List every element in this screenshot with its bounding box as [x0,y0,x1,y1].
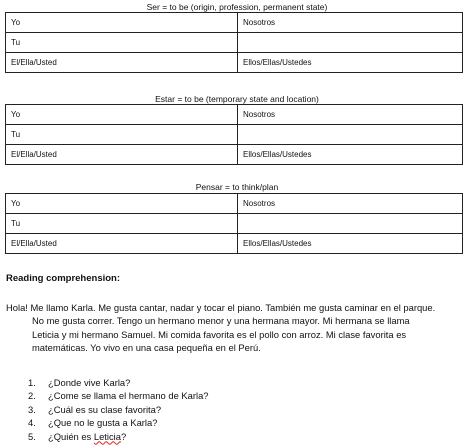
table-cell: El/Ella/Usted [6,234,238,254]
table-cell: Ellos/Ellas/Ustedes [238,234,463,254]
table-cell: Ellos/Ellas/Ustedes [238,53,463,73]
passage-line: Hola! Me llamo Karla. Me gusta cantar, nadar y tocar el piano. También me gusta caminar en el parque. [6,302,436,313]
estar-table [5,104,463,165]
question-number: 2. [28,390,36,402]
reading-passage [6,301,468,355]
table-cell: Tu [6,214,238,234]
table-row [6,53,463,73]
table-cell: Yo [6,13,238,33]
table-cell: Nosotros [238,13,463,33]
list-item [28,376,209,389]
table-cell [238,33,463,53]
passage-line: Leticia y mi hermano Samuel. Mi comida favorita es el pollo con arroz. Mi clase favorita es [32,328,407,340]
question-text: ¿Come se llama el hermano de Karla? [48,390,209,402]
ser-caption: Ser = to be (origin, profession, permanent state) [146,2,328,12]
question-number: 5. [28,430,36,442]
passage-line: No me gusta correr. Tengo un hermano menor y una hermana mayor. Mi hermana se llama [32,315,410,327]
question-text-end: ? [120,430,127,442]
table-cell: Yo [6,105,238,125]
table-cell: Nosotros [238,105,463,125]
ser-table [5,12,463,73]
table-cell: Nosotros [238,194,463,214]
question-number: 3. [28,403,36,415]
list-item [28,416,209,429]
passage-line: matemáticas. Yo vivo en una casa pequeña en el Perú. [32,342,261,354]
table-row [6,214,463,234]
list-item [28,430,209,443]
list-item [28,403,209,416]
table-cell: El/Ella/Usted [6,145,238,165]
question-text-start: ¿Quién es [48,430,94,442]
table-cell: Yo [6,194,238,214]
question-number: 1. [28,377,36,388]
question-list [28,376,209,443]
table-row [6,33,463,53]
table-row [6,105,463,125]
question-text [48,430,126,443]
pensar-table [5,193,463,254]
question-text: ¿Donde vive Karla? [48,377,131,388]
table-cell: Ellos/Ellas/Ustedes [238,145,463,165]
question-text: ¿Cuál es su clase favorita? [48,403,162,415]
list-item [28,389,209,402]
table-cell: Tu [6,33,238,53]
question-text: ¿Que no le gusta a Karla? [48,417,158,429]
reading-title: Reading comprehension: [6,273,121,284]
pensar-caption: Pensar = to think/plan [195,182,279,192]
table-cell [238,214,463,234]
table-row [6,194,463,214]
table-cell [238,125,463,145]
spellcheck-flagged-word: Leticia [93,430,121,442]
table-row [6,13,463,33]
table-row [6,145,463,165]
question-number: 4. [28,417,36,429]
table-cell: El/Ella/Usted [6,53,238,73]
estar-caption: Estar = to be (temporary state and location) [155,94,319,104]
table-row [6,125,463,145]
table-row [6,234,463,254]
table-cell: Tu [6,125,238,145]
